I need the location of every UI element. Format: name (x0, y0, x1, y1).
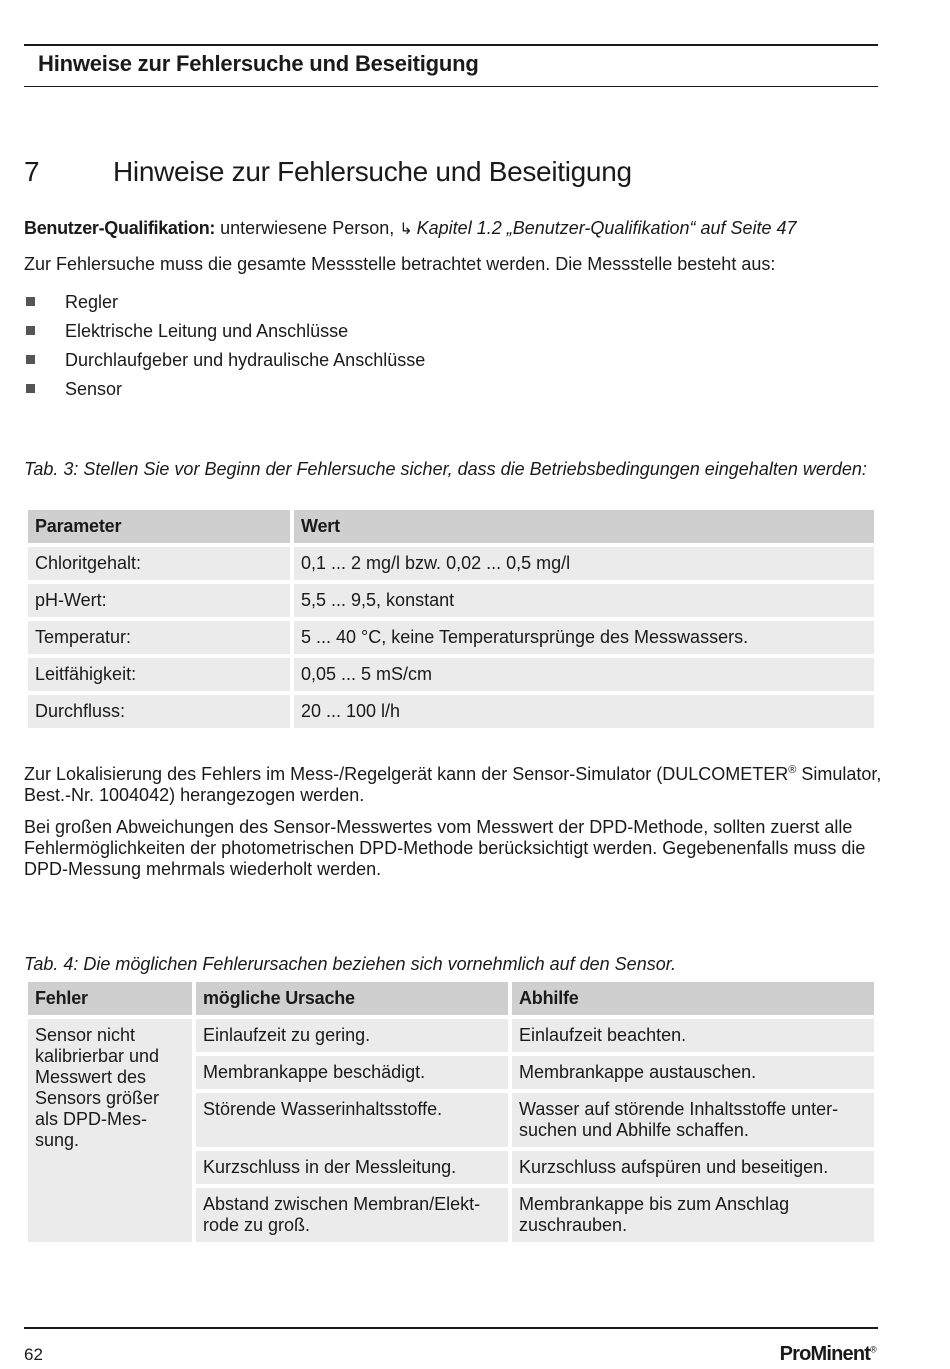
bullet-square-icon (26, 384, 35, 393)
table-cell: Membrankappe beschädigt. (196, 1056, 508, 1089)
bullet-square-icon (26, 355, 35, 364)
table-cell: Membrankappe austauschen. (512, 1056, 874, 1089)
dpd-paragraph: Bei großen Abweichungen des Sensor-Messwertes vom Messwert der DPD-Methode, sollten zuerst alle Fehlermöglichkeiten der photometrischen DPD-Methode berücksichtigt werden. Gegebenenfalls muss die DPD-Messung mehrmals wiederholt werden. (24, 817, 866, 879)
table-cell: Temperatur: (28, 621, 290, 654)
table-header-cell: Fehler (28, 982, 192, 1015)
table-header-cell: Wert (294, 510, 874, 543)
table-cell: Einlaufzeit beachten. (512, 1019, 874, 1052)
table4-caption: Tab. 4: Die möglichen Fehlerursachen beziehen sich vornehmlich auf den Sensor. (24, 954, 677, 974)
list-item-text: Elektrische Leitung und Anschlüsse (65, 321, 349, 341)
table-header-cell: mögliche Ursache (196, 982, 508, 1015)
bullet-square-icon (26, 326, 35, 335)
table-cell: Kurzschluss in der Messleitung. (196, 1151, 508, 1184)
page-number: 62 (24, 1345, 43, 1364)
footer-rule (24, 1327, 878, 1329)
table-row (28, 584, 874, 617)
table-header-cell: Parameter (28, 510, 290, 543)
table-row (28, 695, 874, 728)
chapter-reference-text: Kapitel 1.2 „Benutzer-Qualifikation“ auf Seite 47 (416, 218, 797, 238)
table-cell: Störende Wasserinhaltsstoffe. (196, 1093, 508, 1147)
table-cell: Leitfähigkeit: (28, 658, 290, 691)
list-item-text: Durchlaufgeber und hydraulische Anschlüsse (65, 350, 426, 370)
fault-table (24, 978, 878, 1246)
list-item (24, 290, 425, 319)
table-row (28, 547, 874, 580)
table-cell: 5 ... 40 °C, keine Temperatursprünge des Messwassers. (294, 621, 874, 654)
intro-paragraph: Zur Fehlersuche muss die gesamte Messstelle betrachtet werden. Die Messstelle besteht aus: (24, 254, 776, 274)
table-cell: Membrankappe bis zum Anschlag zuschrauben. (512, 1188, 874, 1242)
list-item (24, 319, 425, 348)
table-cell: Chloritgehalt: (28, 547, 290, 580)
chapter-reference-link[interactable] (399, 218, 796, 238)
table-cell: Kurzschluss aufspüren und beseitigen. (512, 1151, 874, 1184)
fault-description-cell: Sensor nicht kalibrierbar und Messwert des Sensors größer als DPD-Messung. (28, 1019, 192, 1242)
table-row (28, 621, 874, 654)
table-cell: 0,05 ... 5 mS/cm (294, 658, 874, 691)
table-cell: 5,5 ... 9,5, konstant (294, 584, 874, 617)
arrow-ref-icon: ↳ (399, 221, 413, 238)
header-rule-bottom (24, 86, 878, 87)
table-header-row (28, 510, 874, 543)
qualification-line (24, 218, 884, 240)
table-cell: Einlaufzeit zu gering. (196, 1019, 508, 1052)
chapter-title: Hinweise zur Fehlersuche und Beseitigung (113, 156, 632, 187)
list-item-text: Sensor (65, 379, 123, 399)
logo-text: ProMinent (779, 1343, 871, 1365)
table3-caption: Tab. 3: Stellen Sie vor Beginn der Fehlersuche sicher, dass die Betriebsbedingungen eingehalten werden: (24, 459, 867, 479)
table-row (28, 658, 874, 691)
simulator-text-end: Simulator, Best.-Nr. 1004042) herangezogen werden. (24, 764, 882, 805)
table-row (28, 1019, 874, 1052)
list-item (24, 377, 425, 406)
table-cell: Abstand zwischen Membran/Elektrode zu groß. (196, 1188, 508, 1242)
table-cell: Wasser auf störende Inhaltsstoffe untersuchen und Abhilfe schaffen. (512, 1093, 874, 1147)
qualification-label: Benutzer-Qualifikation: (24, 218, 216, 238)
header-rule (24, 44, 878, 46)
component-list (24, 290, 425, 406)
qualification-value: unterwiesene Person, (220, 218, 395, 238)
running-header: Hinweise zur Fehlersuche und Beseitigung (38, 51, 479, 76)
table-header-cell: Abhilfe (512, 982, 874, 1015)
operating-conditions-table (24, 506, 878, 732)
list-item (24, 348, 425, 377)
chapter-number: 7 (24, 156, 40, 187)
list-item-text: Regler (65, 292, 119, 312)
table-cell: pH-Wert: (28, 584, 290, 617)
logo-registered-mark: ® (870, 1344, 876, 1355)
table-cell: 20 ... 100 l/h (294, 695, 874, 728)
table-cell: Durchfluss: (28, 695, 290, 728)
table-cell: 0,1 ... 2 mg/l bzw. 0,02 ... 0,5 mg/l (294, 547, 874, 580)
registered-mark: ® (788, 764, 797, 776)
simulator-text-start: Zur Lokalisierung des Fehlers im Mess-/Regelgerät kann der Sensor-Simulator (DULCOMETER (24, 764, 789, 784)
bullet-square-icon (26, 297, 35, 306)
prominent-logo (780, 1343, 876, 1366)
simulator-paragraph (24, 760, 884, 806)
table-header-row (28, 982, 874, 1015)
